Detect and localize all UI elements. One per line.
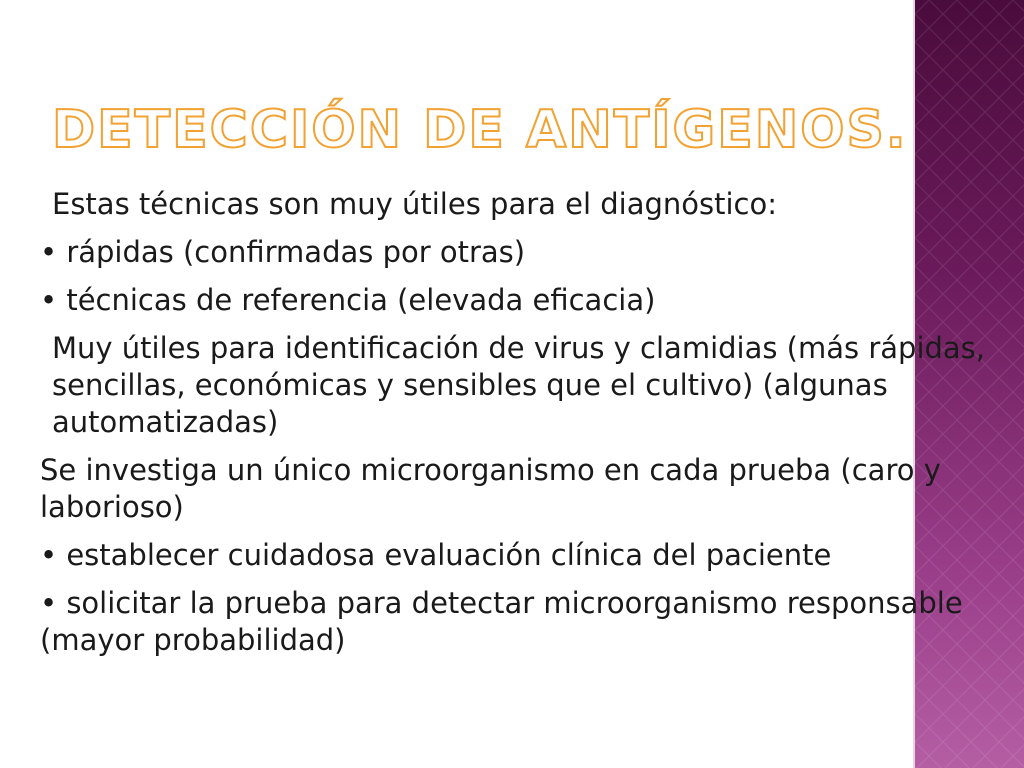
bullet-item: • solicitar la prueba para detectar microorganismo responsable (mayor probabilidad) — [40, 585, 990, 659]
microorganism-paragraph: Se investiga un único microorganismo en cada prueba (caro y laborioso) — [40, 453, 941, 524]
slide-body — [40, 186, 990, 670]
slide-title: DETECCIÓN DE ANTÍGENOS. — [52, 100, 908, 160]
bullet-item: • técnicas de referencia (elevada eficacia) — [40, 282, 990, 319]
bullet-item: • establecer cuidadosa evaluación clínica del paciente — [40, 537, 990, 574]
intro-paragraph: Estas técnicas son muy útiles para el diagnóstico: — [52, 187, 777, 221]
bullet-item: • rápidas (confirmadas por otras) — [40, 234, 990, 271]
virus-paragraph: Muy útiles para identificación de virus y clamidias (más rápidas, sencillas, económicas y sensibles que el cultivo) (algunas automatizadas) — [52, 331, 986, 439]
